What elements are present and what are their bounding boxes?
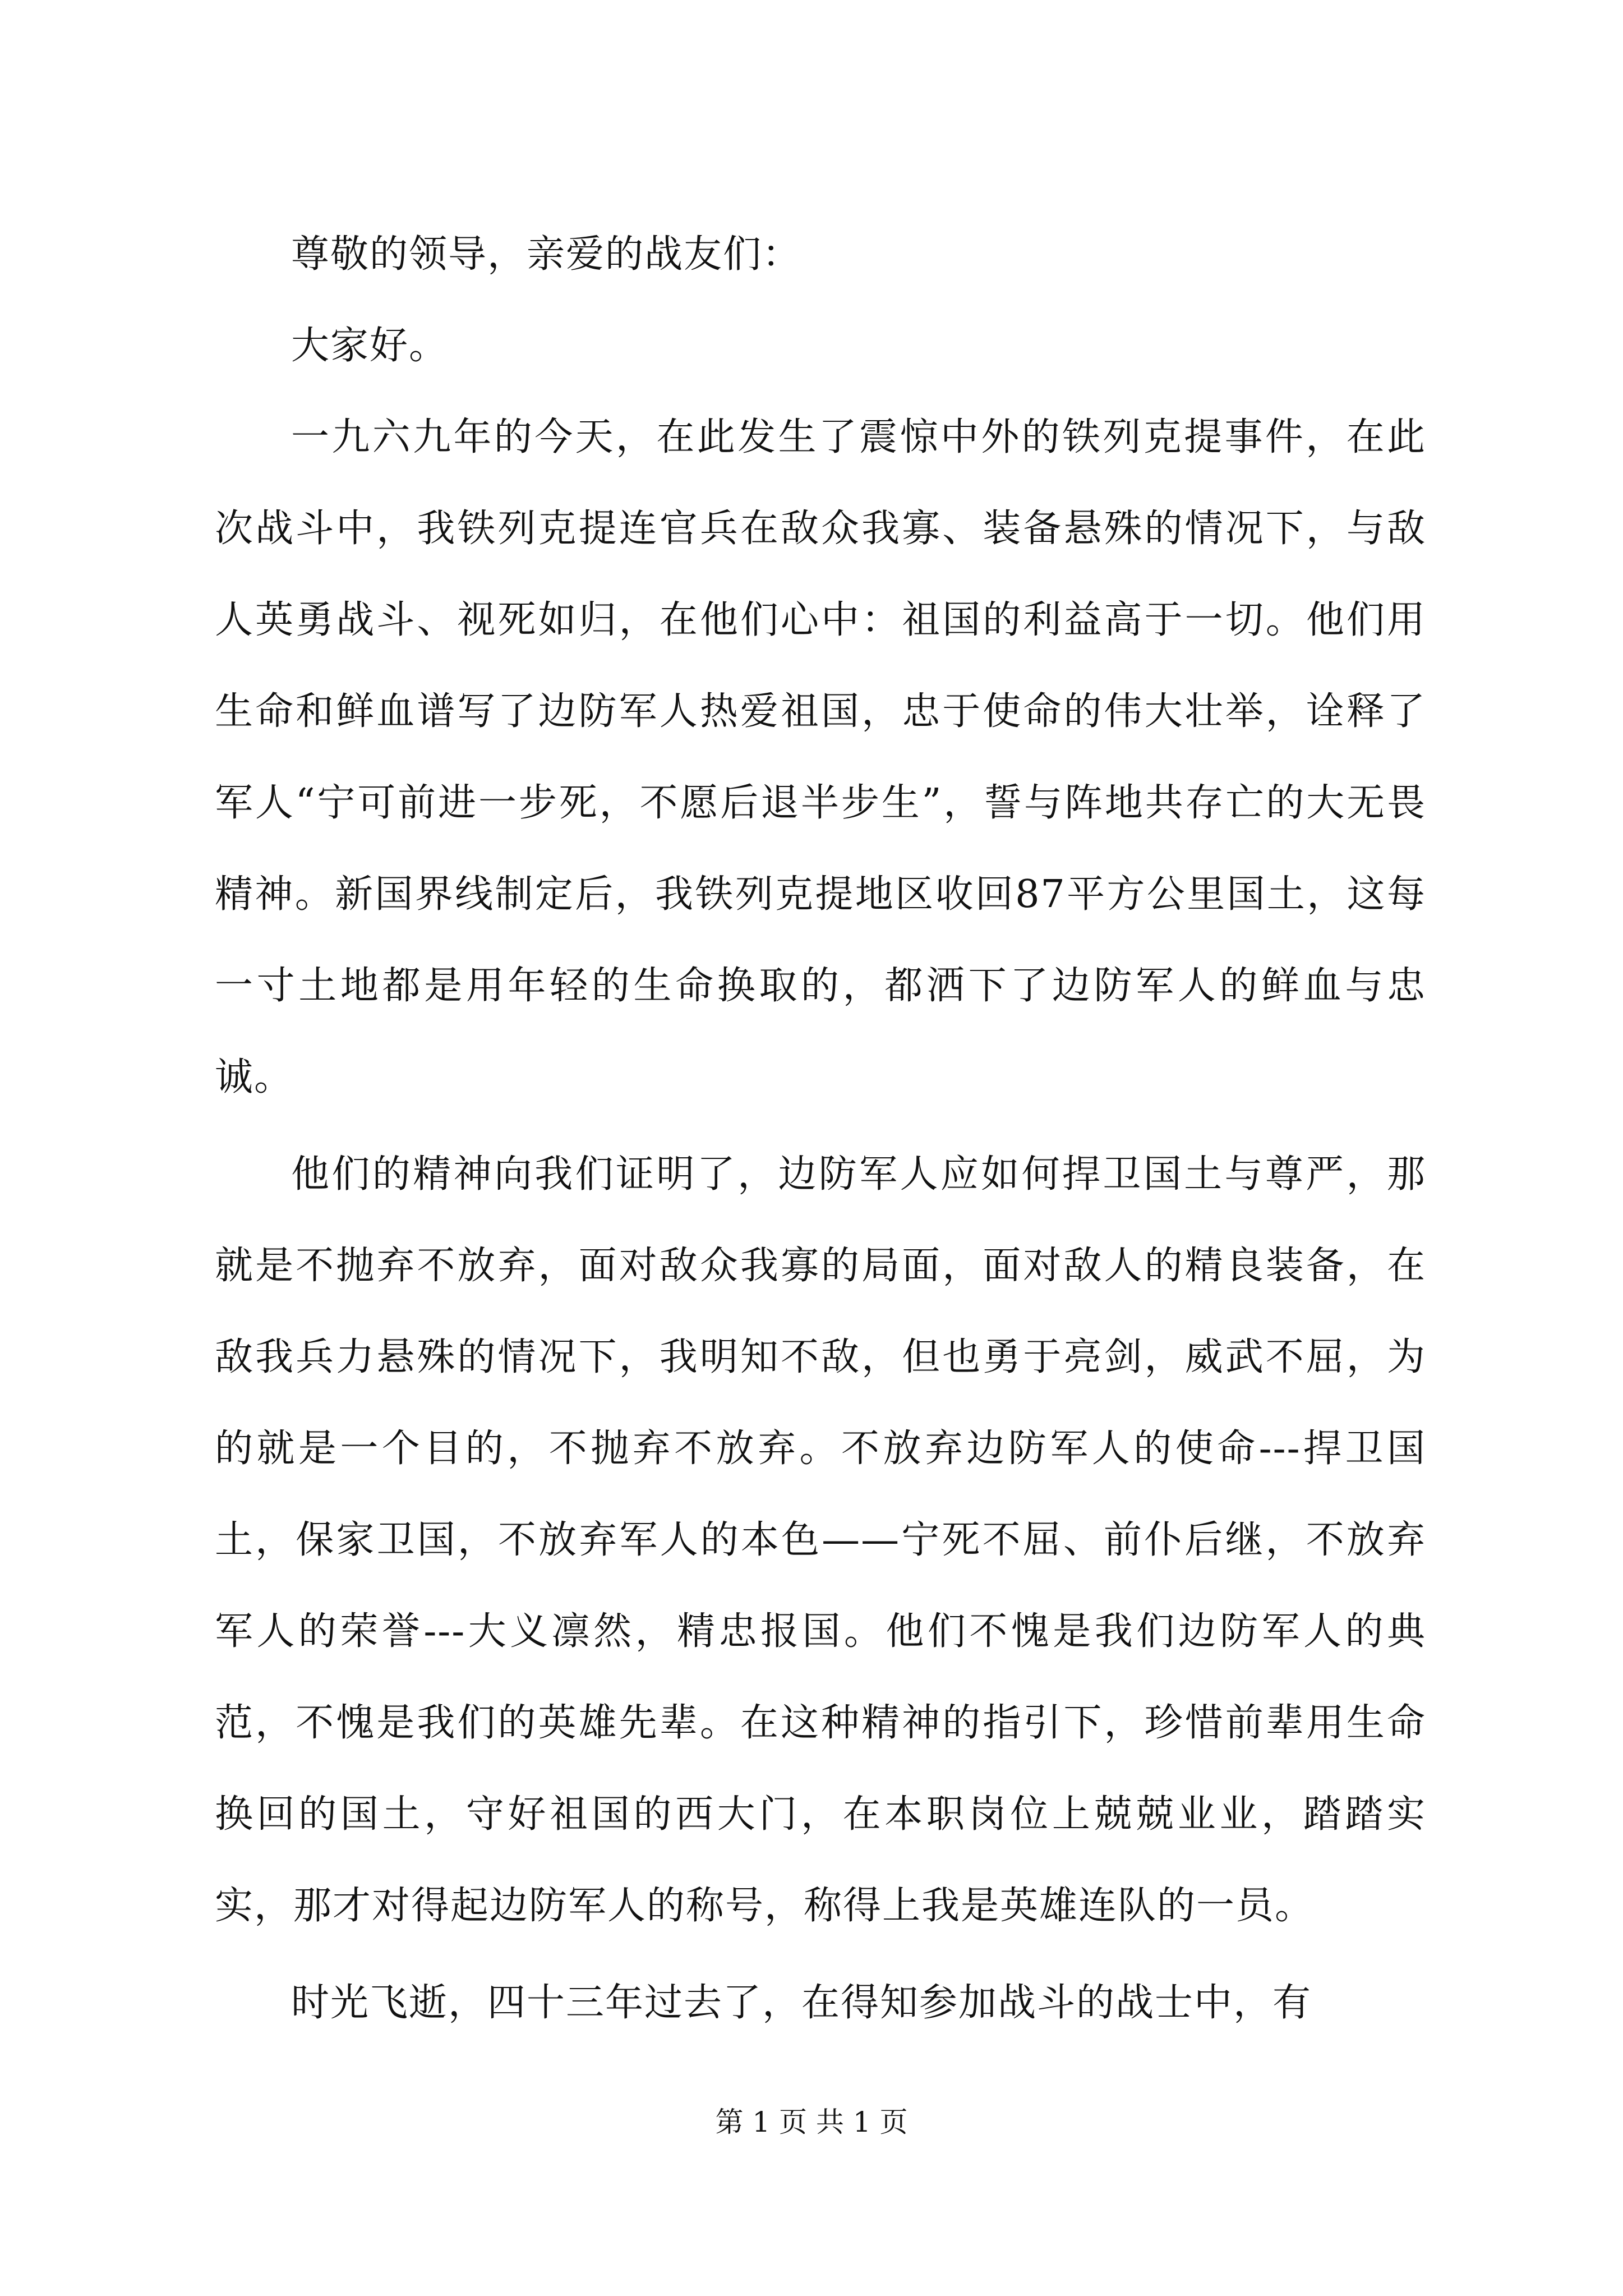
body-paragraph-spirit: 他们的精神向我们证明了，边防军人应如何捍卫国土与尊严，那就是不抛弃不放弃，面对敌众我寡的局面，面对敌人的精良装备，在敌我兵力悬殊的情况下，我明知不敌，但也勇于亮剑，威武不屈，为的就是一个目的，不抛弃不放弃。不放弃边防军人的使命---捍卫国土，保家卫国，不放弃军人的本色——宁死不屈、前仆后继，不放弃军人的荣誉---大义凛然，精忠报国。他们不愧是我们边防军人的典范，不愧是我们的英雄先辈。在这种精神的指引下，珍惜前辈用生命换回的国土，守好祖国的西大门，在本职岗位上兢兢业业，踏踏实实，那才对得起边防军人的称号，称得上我是英雄连队的一员。 [215,1152,1426,1928]
document-body [215,209,1426,2049]
salutation-paragraph: 尊敬的领导，亲爱的战友们： [291,232,802,277]
body-paragraph-time: 时光飞逝，四十三年过去了，在得知参加战斗的战士中，有 [291,1981,1312,2025]
page-footer: 第 1 页 共 1 页 [715,2106,908,2138]
body-paragraph-history: 一九六九年的今天，在此发生了震惊中外的铁列克提事件，在此次战斗中，我铁列克提连官兵在敌众我寡、装备悬殊的情况下，与敌人英勇战斗、视死如归，在他们心中：祖国的利益高于一切。他们用生命和鲜血谱写了边防军人热爱祖国，忠于使命的伟大壮举，诠释了军人“宁可前进一步死，不愿后退半步生”，誓与阵地共存亡的大无畏精神。新国界线制定后，我铁列克提地区收回87平方公里国土，这每一寸土地都是用年轻的生命换取的，都洒下了边防军人的鲜血与忠诚。 [215,415,1426,1099]
greeting-paragraph: 大家好。 [291,324,449,368]
